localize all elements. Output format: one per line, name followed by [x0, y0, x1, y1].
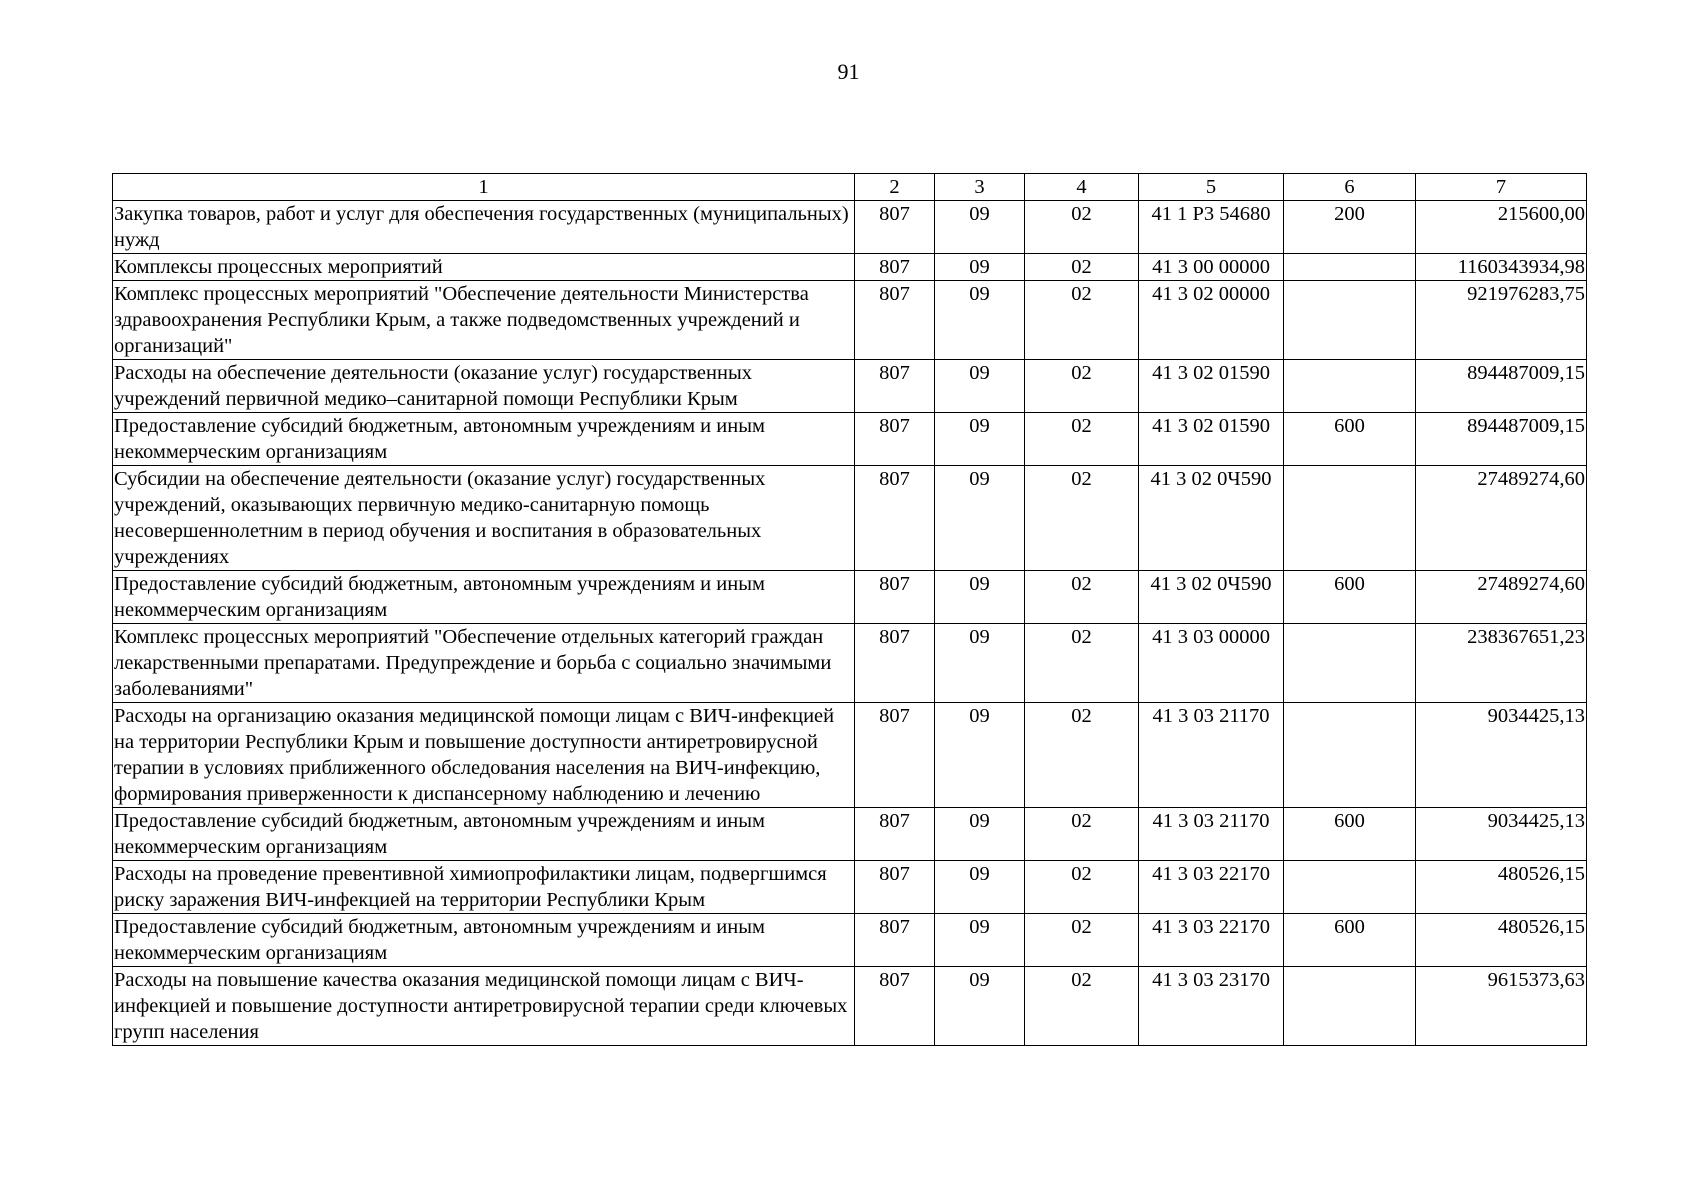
row-target-article: 41 3 02 01590 [1139, 413, 1284, 466]
row-section-code: 09 [935, 466, 1025, 571]
row-description: Предоставление субсидий бюджетным, автономным учреждениям и иным некоммерческим организациям [113, 808, 855, 861]
row-target-article: 41 3 02 0Ч590 [1139, 571, 1284, 624]
row-section-code: 09 [935, 703, 1025, 808]
row-ministry-code: 807 [855, 466, 935, 571]
row-amount: 480526,15 [1416, 861, 1587, 914]
row-amount: 27489274,60 [1416, 466, 1587, 571]
row-target-article: 41 3 02 00000 [1139, 281, 1284, 360]
row-expense-type: 600 [1284, 914, 1416, 967]
row-target-article: 41 1 Р3 54680 [1139, 201, 1284, 254]
row-expense-type: 600 [1284, 413, 1416, 466]
row-amount: 480526,15 [1416, 914, 1587, 967]
row-subsection-code: 02 [1025, 254, 1139, 281]
row-ministry-code: 807 [855, 861, 935, 914]
row-expense-type [1284, 254, 1416, 281]
row-ministry-code: 807 [855, 808, 935, 861]
row-section-code: 09 [935, 861, 1025, 914]
row-target-article: 41 3 00 00000 [1139, 254, 1284, 281]
header-col-1: 1 [113, 174, 855, 201]
row-ministry-code: 807 [855, 254, 935, 281]
row-description: Субсидии на обеспечение деятельности (оказание услуг) государственных учреждений, оказывающих первичную медико-санитарную помощь несовершеннолетним в период обучения и воспитания в образовательных учреждениях [113, 466, 855, 571]
row-target-article: 41 3 03 21170 [1139, 703, 1284, 808]
row-description: Расходы на повышение качества оказания медицинской помощи лицам с ВИЧ-инфекцией и повышение доступности антиретровирусной терапии среди ключевых групп населения [113, 967, 855, 1046]
row-section-code: 09 [935, 254, 1025, 281]
row-ministry-code: 807 [855, 201, 935, 254]
table-row [113, 861, 1587, 914]
row-expense-type [1284, 861, 1416, 914]
table-row [113, 360, 1587, 413]
row-subsection-code: 02 [1025, 413, 1139, 466]
row-amount: 1160343934,98 [1416, 254, 1587, 281]
row-target-article: 41 3 02 0Ч590 [1139, 466, 1284, 571]
row-amount: 238367651,23 [1416, 624, 1587, 703]
row-amount: 921976283,75 [1416, 281, 1587, 360]
row-expense-type [1284, 281, 1416, 360]
row-section-code: 09 [935, 914, 1025, 967]
row-description: Комплексы процессных мероприятий [113, 254, 855, 281]
row-ministry-code: 807 [855, 360, 935, 413]
row-target-article: 41 3 03 00000 [1139, 624, 1284, 703]
row-expense-type [1284, 703, 1416, 808]
row-ministry-code: 807 [855, 571, 935, 624]
budget-table [112, 173, 1587, 1046]
row-target-article: 41 3 03 22170 [1139, 861, 1284, 914]
row-amount: 27489274,60 [1416, 571, 1587, 624]
row-amount: 894487009,15 [1416, 360, 1587, 413]
row-section-code: 09 [935, 967, 1025, 1046]
header-col-2: 2 [855, 174, 935, 201]
row-amount: 894487009,15 [1416, 413, 1587, 466]
row-description: Расходы на проведение превентивной химиопрофилактики лицам, подвергшимся риску заражения ВИЧ-инфекцией на территории Республики Крым [113, 861, 855, 914]
row-section-code: 09 [935, 571, 1025, 624]
row-expense-type: 600 [1284, 808, 1416, 861]
row-section-code: 09 [935, 360, 1025, 413]
row-subsection-code: 02 [1025, 624, 1139, 703]
row-description: Расходы на организацию оказания медицинской помощи лицам с ВИЧ-инфекцией на территории Республики Крым и повышение доступности антиретровирусной терапии в условиях приближенного обследования населения на ВИЧ-инфекцию, формирования приверженности к диспансерному наблюдению и лечению [113, 703, 855, 808]
row-description: Комплекс процессных мероприятий "Обеспечение деятельности Министерства здравоохранения Республики Крым, а также подведомственных учреждений и организаций" [113, 281, 855, 360]
row-expense-type [1284, 624, 1416, 703]
row-description: Предоставление субсидий бюджетным, автономным учреждениям и иным некоммерческим организациям [113, 413, 855, 466]
row-target-article: 41 3 03 21170 [1139, 808, 1284, 861]
row-ministry-code: 807 [855, 413, 935, 466]
row-amount: 9034425,13 [1416, 703, 1587, 808]
row-expense-type [1284, 967, 1416, 1046]
row-amount: 215600,00 [1416, 201, 1587, 254]
row-amount: 9615373,63 [1416, 967, 1587, 1046]
table-row [113, 254, 1587, 281]
row-description: Расходы на обеспечение деятельности (оказание услуг) государственных учреждений первичной медико–санитарной помощи Республики Крым [113, 360, 855, 413]
row-target-article: 41 3 03 22170 [1139, 914, 1284, 967]
row-subsection-code: 02 [1025, 861, 1139, 914]
header-row [113, 174, 1587, 201]
row-subsection-code: 02 [1025, 808, 1139, 861]
row-description: Закупка товаров, работ и услуг для обеспечения государственных (муниципальных) нужд [113, 201, 855, 254]
row-section-code: 09 [935, 624, 1025, 703]
row-ministry-code: 807 [855, 967, 935, 1046]
table-row [113, 703, 1587, 808]
row-expense-type: 200 [1284, 201, 1416, 254]
row-expense-type [1284, 360, 1416, 413]
table-row [113, 466, 1587, 571]
row-subsection-code: 02 [1025, 281, 1139, 360]
table-row [113, 624, 1587, 703]
table-row [113, 808, 1587, 861]
table-row [113, 967, 1587, 1046]
row-subsection-code: 02 [1025, 360, 1139, 413]
header-col-5: 5 [1139, 174, 1284, 201]
row-ministry-code: 807 [855, 703, 935, 808]
row-section-code: 09 [935, 201, 1025, 254]
header-col-4: 4 [1025, 174, 1139, 201]
row-description: Комплекс процессных мероприятий "Обеспечение отдельных категорий граждан лекарственными препаратами. Предупреждение и борьба с социально значимыми заболеваниями" [113, 624, 855, 703]
header-col-7: 7 [1416, 174, 1587, 201]
row-expense-type [1284, 466, 1416, 571]
header-col-3: 3 [935, 174, 1025, 201]
table-row [113, 571, 1587, 624]
row-target-article: 41 3 02 01590 [1139, 360, 1284, 413]
row-subsection-code: 02 [1025, 703, 1139, 808]
table-row [113, 914, 1587, 967]
row-subsection-code: 02 [1025, 967, 1139, 1046]
row-subsection-code: 02 [1025, 914, 1139, 967]
row-subsection-code: 02 [1025, 201, 1139, 254]
row-description: Предоставление субсидий бюджетным, автономным учреждениям и иным некоммерческим организациям [113, 914, 855, 967]
row-section-code: 09 [935, 808, 1025, 861]
row-target-article: 41 3 03 23170 [1139, 967, 1284, 1046]
row-ministry-code: 807 [855, 281, 935, 360]
row-subsection-code: 02 [1025, 466, 1139, 571]
row-amount: 9034425,13 [1416, 808, 1587, 861]
row-subsection-code: 02 [1025, 571, 1139, 624]
table-row [113, 281, 1587, 360]
row-ministry-code: 807 [855, 914, 935, 967]
row-ministry-code: 807 [855, 624, 935, 703]
page-number: 91 [837, 59, 860, 84]
row-section-code: 09 [935, 413, 1025, 466]
row-expense-type: 600 [1284, 571, 1416, 624]
row-description: Предоставление субсидий бюджетным, автономным учреждениям и иным некоммерческим организациям [113, 571, 855, 624]
header-col-6: 6 [1284, 174, 1416, 201]
row-section-code: 09 [935, 281, 1025, 360]
table-row [113, 201, 1587, 254]
table-row [113, 413, 1587, 466]
